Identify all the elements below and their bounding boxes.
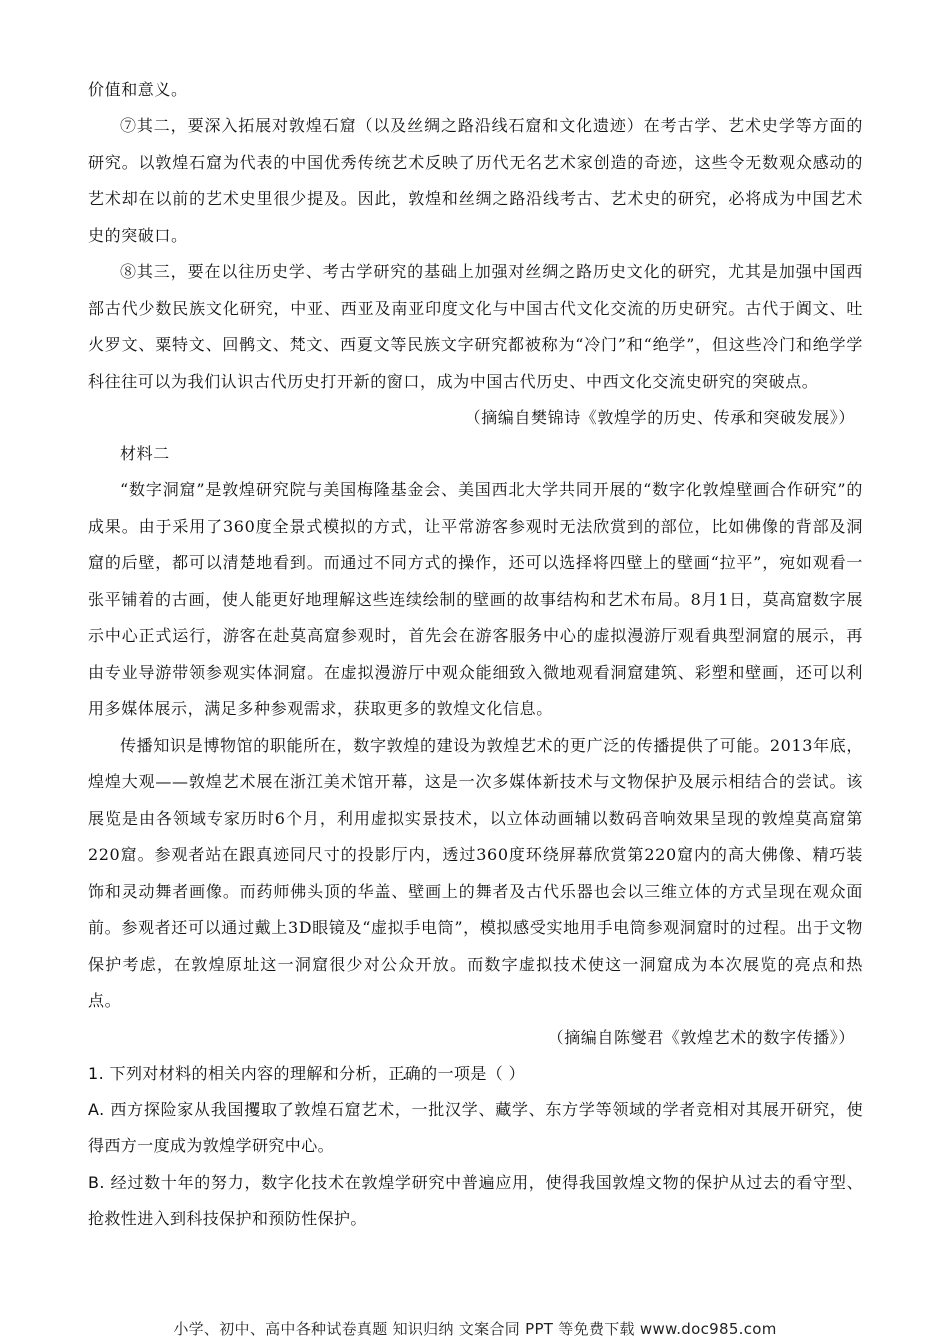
question-stem-after: 的一项是（ ） (421, 1063, 526, 1083)
paragraph-tail: 价值和意义。 (88, 80, 188, 99)
text-column (88, 72, 863, 1238)
paragraph-7: ⑦其二，要深入拓展对敦煌石窟（以及丝绸之路沿线石窟和文化遗迹）在考古学、艺术史学等方面的研究。以敦煌石窟为代表的中国优秀传统艺术反映了历代无名艺术家创造的奇迹，这些令无数观众感动的艺术却在以前的艺术史里很少提及。因此，敦煌和丝绸之路沿线考古、艺术史的研究，必将成为中国艺术史的突破口。 (88, 116, 863, 245)
question-stem-before: 1. 下列对材料的相关内容的理解和分析， (88, 1063, 389, 1083)
question-1-stem (88, 1056, 863, 1092)
option-b: B. 经过数十年的努力，数字化技术在敦煌学研究中普遍应用，使得我国敦煌文物的保护从过去的看守型、抢救性进入到科技保护和预防性保护。 (88, 1172, 863, 1228)
material1-source: （摘编自樊锦诗《敦煌学的历史、传承和突破发展》） (464, 408, 855, 427)
page-footer: 小学、初中、高中各种试卷真题 知识归纳 文案合同 PPT 等免费下载 www.doc985.com (173, 1320, 777, 1338)
material2-paragraph-1: “数字洞窟”是敦煌研究院与美国梅隆基金会、美国西北大学共同开展的“数字化敦煌壁画合作研究”的成果。由于采用了360度全景式模拟的方式，让平常游客参观时无法欣赏到的部位，比如佛像的背部及洞窟的后壁，都可以清楚地看到。而通过不同方式的操作，还可以选择将四壁上的壁画“拉平”，宛如观看一张平铺着的古画，使人能更好地理解这些连续绘制的壁画的故事结构和艺术布局。8月1日，莫高窟数字展示中心正式运行，游客在赴莫高窟参观时，首先会在游客服务中心的虚拟漫游厅观看典型洞窟的展示，再由专业导游带领参观实体洞窟。在虚拟漫游厅中观众能细致入微地观看洞窟建筑、彩塑和壁画，还可以利用多媒体展示，满足多种参观需求，获取更多的敦煌文化信息。 (88, 480, 863, 718)
paragraph-8: ⑧其三，要在以往历史学、考古学研究的基础上加强对丝绸之路历史文化的研究，尤其是加强中国西部古代少数民族文化研究，中亚、西亚及南亚印度文化与中国古代文化交流的历史研究。古代于阗文、吐火罗文、粟特文、回鹘文、梵文、西夏文等民族文字研究都被称为“冷门”和“绝学”，但这些冷门和绝学学科往往可以为我们认识古代历史打开新的窗口，成为中国古代历史、中西文化交流史研究的突破点。 (88, 262, 863, 391)
material2-source: （摘编自陈燮君《敦煌艺术的数字传播》） (547, 1027, 855, 1047)
material2-paragraph-2: 传播知识是博物馆的职能所在，数字敦煌的建设为敦煌艺术的更广泛的传播提供了可能。2013年底，煌煌大观——敦煌艺术展在浙江美术馆开幕，这是一次多媒体新技术与文物保护及展示相结合的尝试。该展览是由各领域专家历时6个月，利用虚拟实景技术，以立体动画辅以数码音响效果呈现的敦煌莫高窟第220窟。参观者站在跟真迹同尺寸的投影厅内，透过360度环绕屏幕欣赏第220窟内的高大佛像、精巧装饰和灵动舞者画像。而药师佛头顶的华盖、壁画上的舞者及古代乐器也会以三维立体的方式呈现在观众面前。参观者还可以通过戴上3D眼镜及“虚拟手电筒”，模拟感受实地用手电筒参观洞窟时的过程。出于文物保护考虑，在敦煌原址这一洞窟很少对公众开放。而数字虚拟技术使这一洞窟成为本次展览的亮点和热点。 (88, 735, 863, 1010)
option-a: A. 西方探险家从我国攫取了敦煌石窟艺术，一批汉学、藏学、东方学等领域的学者竞相对其展开研究，使得西方一度成为敦煌学研究中心。 (88, 1099, 863, 1155)
material2-label: 材料二 (120, 444, 170, 463)
question-stem-emphasis: 正确 · (388, 1056, 421, 1092)
